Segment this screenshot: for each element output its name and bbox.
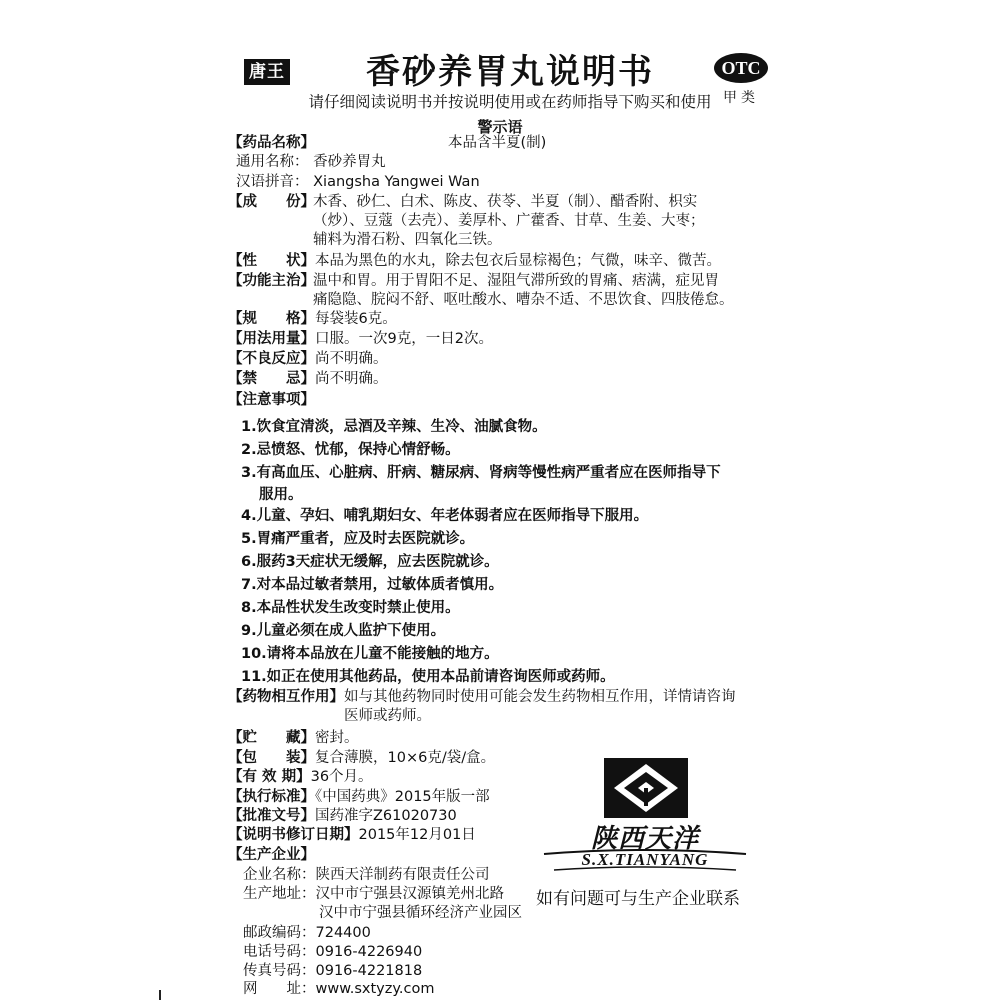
- address-value-1: 汉中市宁强县汉源镇羌州北路: [315, 886, 504, 902]
- contra-label: 【禁 忌】: [228, 371, 315, 387]
- phone-label: 电话号码：: [243, 944, 316, 960]
- common-name-label: 通用名称：: [236, 154, 309, 170]
- revision-value: 2015年12月01日: [358, 827, 476, 843]
- drug-name-value: 本品含半夏(制): [448, 135, 547, 151]
- dosage-row: [228, 330, 493, 348]
- properties-row: [228, 252, 721, 270]
- common-name-row: [236, 153, 386, 171]
- common-name-value: 香砂养胃丸: [313, 154, 386, 170]
- spec-value: 每袋装6克。: [315, 311, 397, 327]
- precaution-item: 10.请将本品放在儿童不能接触的地方。: [241, 646, 499, 662]
- postcode-row: [243, 924, 371, 942]
- phone-value: 0916-4226940: [315, 944, 423, 960]
- dosage-label: 【用法用量】: [228, 331, 315, 347]
- precaution-item: 1.饮食宜清淡，忌酒及辛辣、生冷、油腻食物。: [241, 419, 547, 435]
- package-row: [228, 749, 495, 767]
- package-value: 复合薄膜，10×6克/袋/盒。: [315, 750, 496, 766]
- precaution-item-continued: 服用。: [259, 487, 303, 503]
- composition-line-1: 木香、砂仁、白术、陈皮、茯苓、半夏（制）、醋香附、枳实: [313, 194, 698, 210]
- website-label: 网 址：: [243, 981, 316, 997]
- storage-label: 【贮 藏】: [228, 730, 315, 746]
- approval-value: 国药准字Z61020730: [315, 808, 457, 824]
- contact-note: 如有问题可与生产企业联系: [536, 889, 740, 909]
- manufacturer-label-text: 【生产企业】: [228, 847, 315, 863]
- adverse-row: [228, 350, 388, 368]
- document-title: 香砂养胃丸说明书: [366, 52, 654, 92]
- indications-line-2: 痛隐隐、脘闷不舒、呕吐酸水、嘈杂不适、不思饮食、四肢倦怠。: [313, 292, 734, 308]
- approval-label: 【批准文号】: [228, 808, 315, 824]
- company-label: 企业名称：: [243, 867, 316, 883]
- standard-label: 【执行标准】: [228, 789, 315, 805]
- company-logo: [540, 758, 750, 878]
- instruction-subtitle: 请仔细阅读说明书并按说明使用或在药师指导下购买和使用: [308, 93, 712, 111]
- precaution-item: 4.儿童、孕妇、哺乳期妇女、年老体弱者应在医师指导下服用。: [241, 508, 649, 524]
- pinyin-row: [236, 173, 480, 191]
- address-value-2: 汉中市宁强县循环经济产业园区: [319, 905, 522, 921]
- postcode-label: 邮政编码：: [243, 925, 316, 941]
- composition-label: [228, 193, 315, 211]
- fax-row: [243, 962, 422, 980]
- warning-title: 警示语: [477, 118, 523, 136]
- website-row: [243, 980, 434, 998]
- properties-label: 【性 状】: [228, 253, 315, 269]
- precaution-item: 11.如正在使用其他药品，使用本品前请咨询医师或药师。: [241, 669, 615, 685]
- standard-value: 《中国药典》2015年版一部: [315, 789, 490, 805]
- pinyin-label: 汉语拼音：: [236, 174, 309, 190]
- company-emblem-icon: [604, 758, 688, 818]
- spec-row: [228, 310, 397, 328]
- contra-row: [228, 370, 388, 388]
- indications-line-1: 温中和胃。用于胃阳不足、湿阻气滞所致的胃痛、痞满，症见胃: [313, 273, 719, 289]
- approval-row: [228, 807, 457, 825]
- drug-name-label: 【药品名称】: [228, 135, 315, 151]
- postcode-value: 724400: [315, 925, 371, 941]
- package-label: 【包 装】: [228, 750, 315, 766]
- interaction-line-1: 如与其他药物同时使用可能会发生药物相互作用，详情请咨询: [344, 689, 736, 705]
- otc-class-label: 甲类: [723, 90, 759, 106]
- precautions-label-text: 【注意事项】: [228, 392, 315, 408]
- storage-value: 密封。: [315, 730, 359, 746]
- revision-row: [228, 826, 476, 844]
- company-value: 陕西天洋制药有限责任公司: [315, 867, 490, 883]
- address-row: [243, 885, 504, 903]
- properties-value: 本品为黑色的水丸，除去包衣后显棕褐色；气微，味辛、微苦。: [315, 253, 721, 269]
- precaution-item: 2.忌愤怒、忧郁，保持心情舒畅。: [241, 442, 460, 458]
- precautions-label: [228, 391, 315, 409]
- adverse-value: 尚不明确。: [315, 351, 388, 367]
- revision-label: 【说明书修订日期】: [228, 827, 359, 843]
- logo-name-cn: 陕西天洋: [590, 824, 699, 854]
- interaction-label: [228, 688, 344, 706]
- phone-row: [243, 943, 422, 961]
- pinyin-value: Xiangsha Yangwei Wan: [313, 174, 480, 190]
- composition-line-3: 辅料为滑石粉、四氧化三铁。: [313, 232, 502, 248]
- dosage-value: 口服。一次9克，一日2次。: [315, 331, 493, 347]
- standard-row: [228, 788, 490, 806]
- drug-name-row: [228, 134, 315, 152]
- otc-badge: OTC: [714, 53, 768, 83]
- adverse-label: 【不良反应】: [228, 351, 315, 367]
- brand-logo: 唐王: [244, 59, 290, 85]
- spec-label: 【规 格】: [228, 311, 315, 327]
- logo-name-en: S.X.TIANYANG: [581, 850, 709, 869]
- indications-label: [228, 272, 315, 290]
- interaction-label-text: 【药物相互作用】: [228, 689, 344, 705]
- interaction-line-2: 医师或药师。: [344, 708, 431, 724]
- address-label: 生产地址：: [243, 886, 316, 902]
- composition-label-text: 【成 份】: [228, 194, 315, 210]
- precaution-item: 9.儿童必须在成人监护下使用。: [241, 623, 446, 639]
- precaution-item: 7.对本品过敏者禁用，过敏体质者慎用。: [241, 577, 504, 593]
- contra-value: 尚不明确。: [315, 371, 388, 387]
- manufacturer-label: [228, 846, 315, 864]
- scan-mark: [159, 990, 161, 1000]
- indications-label-text: 【功能主治】: [228, 273, 315, 289]
- composition-line-2: （炒）、豆蔻（去壳）、姜厚朴、广藿香、甘草、生姜、大枣；: [313, 213, 705, 229]
- company-row: [243, 866, 490, 884]
- fax-value: 0916-4221818: [315, 963, 423, 979]
- website-value: www.sxtyzy.com: [315, 981, 435, 997]
- storage-row: [228, 729, 359, 747]
- precaution-item: 8.本品性状发生改变时禁止使用。: [241, 600, 460, 616]
- precaution-item: 6.服药3天症状无缓解，应去医院就诊。: [241, 554, 499, 570]
- validity-value: 36个月。: [310, 769, 373, 785]
- fax-label: 传真号码：: [243, 963, 316, 979]
- validity-label: 【有 效 期】: [228, 769, 311, 785]
- validity-row: [228, 768, 373, 786]
- precaution-item: 5.胃痛严重者，应及时去医院就诊。: [241, 531, 475, 547]
- precaution-item: 3.有高血压、心脏病、肝病、糖尿病、肾病等慢性病严重者应在医师指导下: [241, 465, 721, 481]
